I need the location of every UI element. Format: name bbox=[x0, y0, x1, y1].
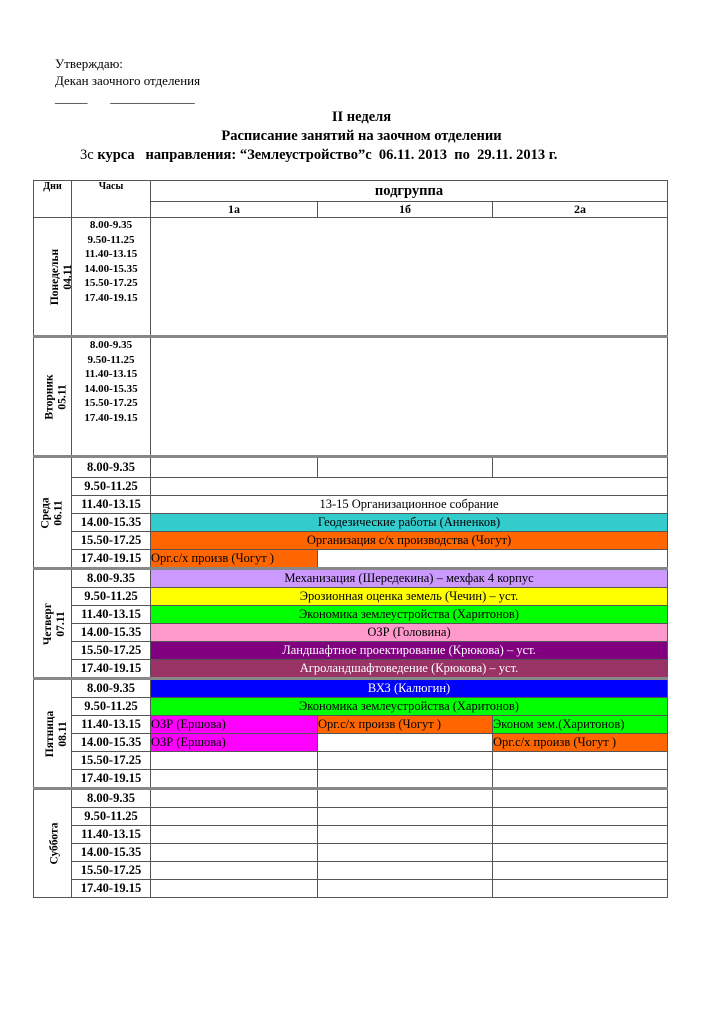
empty-cell bbox=[318, 734, 493, 752]
time-slot: 9.50-11.25 bbox=[72, 478, 151, 496]
subgroup-header: подгруппа bbox=[151, 181, 668, 202]
day-friday bbox=[34, 679, 72, 789]
time-slot: 17.40-19.15 bbox=[84, 411, 138, 424]
approve-label: Утверждаю: bbox=[55, 56, 123, 71]
empty-cell bbox=[493, 457, 668, 478]
empty-cell bbox=[151, 808, 318, 826]
day-row-tuesday bbox=[34, 337, 668, 457]
day-date: 07.11 bbox=[55, 610, 68, 637]
time-slot: 17.40-19.15 bbox=[72, 880, 151, 898]
class-cell: ОЗР (Головина) bbox=[151, 624, 668, 642]
empty-cell bbox=[318, 770, 493, 789]
class-cell: Орг.с/х произв (Чогут ) bbox=[493, 734, 668, 752]
time-slot: 17.40-19.15 bbox=[72, 550, 151, 569]
class-cell: 13-15 Организационное собрание bbox=[151, 496, 668, 514]
class-cell: ОЗР (Ершова) bbox=[151, 734, 318, 752]
class-cell: Агроландшафтоведение (Крюкова) – уст. bbox=[151, 660, 668, 679]
day-saturday bbox=[34, 789, 72, 898]
time-slot: 14.00-15.35 bbox=[72, 844, 151, 862]
time-slot: 15.50-17.25 bbox=[72, 532, 151, 550]
week-title: II неделя bbox=[331, 109, 392, 125]
class-cell: Орг.с/х произв (Чогут ) bbox=[318, 716, 493, 734]
course-direction: курса направления: “Землеустройство”с 06.11. 2013 по 29.11. 2013 г. bbox=[93, 147, 558, 163]
empty-cell bbox=[151, 880, 318, 898]
class-cell: Организация с/х производства (Чогут) bbox=[151, 532, 668, 550]
time-slot: 11.40-13.15 bbox=[84, 248, 138, 260]
time-slot: 11.40-13.15 bbox=[72, 496, 151, 514]
day-row-wednesday bbox=[34, 457, 668, 478]
empty-cell bbox=[318, 880, 493, 898]
class-cell: Геодезические работы (Анненков) bbox=[151, 514, 668, 532]
time-slot: 9.50-11.25 bbox=[87, 353, 135, 366]
empty-cell bbox=[318, 752, 493, 770]
empty-cell bbox=[151, 457, 318, 478]
time-slot: 15.50-17.25 bbox=[72, 752, 151, 770]
col-days-header: Дни bbox=[34, 181, 72, 218]
class-cell: Экономика землеустройства (Харитонов) bbox=[151, 698, 668, 716]
empty-cell bbox=[318, 808, 493, 826]
title-block bbox=[0, 108, 723, 163]
empty-cell bbox=[151, 478, 668, 496]
time-slot: 8.00-9.35 bbox=[72, 789, 151, 808]
empty-cell bbox=[151, 844, 318, 862]
day-date: 04.11 bbox=[62, 263, 75, 290]
dean-label: Декан заочного отделения bbox=[55, 73, 201, 88]
approval-block bbox=[55, 55, 200, 106]
day-monday bbox=[34, 218, 75, 337]
empty-cell bbox=[151, 752, 318, 770]
time-slot: 15.50-17.25 bbox=[72, 862, 151, 880]
day-name: Понедельн bbox=[49, 248, 62, 305]
time-slot: 14.00-15.35 bbox=[84, 262, 138, 275]
time-slot: 14.00-15.35 bbox=[72, 514, 151, 532]
empty-cell bbox=[151, 789, 318, 808]
time-slot: 8.00-9.35 bbox=[72, 569, 151, 588]
class-cell: Ландшафтное проектирование (Крюкова) – уст. bbox=[151, 642, 668, 660]
time-slot: 17.40-19.15 bbox=[72, 770, 151, 789]
time-slot: 11.40-13.15 bbox=[72, 716, 151, 734]
day-name: Пятница bbox=[44, 710, 57, 757]
day-date: 08.11 bbox=[57, 720, 70, 747]
empty-cell bbox=[318, 457, 493, 478]
time-slot: 9.50-11.25 bbox=[72, 588, 151, 606]
time-slot: 11.40-13.15 bbox=[72, 826, 151, 844]
day-date: 06.11 bbox=[52, 499, 65, 526]
empty-cell bbox=[318, 789, 493, 808]
class-cell: ОЗР (Ершова) bbox=[151, 716, 318, 734]
class-cell: Орг.с/х произв (Чогут ) bbox=[151, 550, 318, 569]
empty-cell bbox=[318, 844, 493, 862]
day-date: 05.11 bbox=[56, 383, 69, 410]
main-title: Расписание занятий на заочном отделении bbox=[221, 128, 502, 144]
day-name: Среда bbox=[39, 496, 52, 529]
empty-cell bbox=[493, 862, 668, 880]
time-slot: 17.40-19.15 bbox=[84, 291, 138, 304]
day-row-thursday bbox=[34, 569, 668, 588]
day-row-friday bbox=[34, 679, 668, 698]
day-row-saturday bbox=[34, 789, 668, 808]
empty-cell bbox=[318, 550, 668, 569]
day-row-monday bbox=[34, 218, 668, 337]
time-slot: 14.00-15.35 bbox=[72, 734, 151, 752]
empty-cell bbox=[318, 862, 493, 880]
subgroup-1a: 1а bbox=[151, 202, 318, 218]
empty-cell bbox=[151, 770, 318, 789]
time-slot: 11.40-13.15 bbox=[84, 368, 138, 380]
tuesday-empty bbox=[151, 337, 668, 457]
course-line bbox=[80, 146, 557, 165]
day-name: Четверг bbox=[42, 602, 55, 645]
empty-cell bbox=[493, 770, 668, 789]
class-cell: ВХЗ (Калюгин) bbox=[151, 679, 668, 698]
time-slot: 8.00-9.35 bbox=[72, 457, 151, 478]
time-slot: 8.00-9.35 bbox=[89, 339, 133, 351]
schedule-table bbox=[33, 180, 668, 898]
empty-cell bbox=[151, 826, 318, 844]
time-slot: 15.50-17.25 bbox=[72, 642, 151, 660]
class-cell: Экономика землеустройства (Харитонов) bbox=[151, 606, 668, 624]
class-cell: Механизация (Шередекина) – мехфак 4 корпус bbox=[151, 569, 668, 588]
empty-cell bbox=[318, 826, 493, 844]
signature-line: _____ _____________ bbox=[55, 90, 195, 105]
day-name: Суббота bbox=[48, 822, 61, 865]
empty-cell bbox=[493, 844, 668, 862]
class-cell: Эконом зем.(Харитонов) bbox=[493, 716, 668, 734]
time-slot: 14.00-15.35 bbox=[72, 624, 151, 642]
time-slot: 9.50-11.25 bbox=[87, 233, 135, 246]
day-thursday bbox=[34, 569, 72, 679]
time-list-monday bbox=[72, 218, 151, 337]
empty-cell bbox=[493, 789, 668, 808]
empty-cell bbox=[493, 808, 668, 826]
time-slot: 9.50-11.25 bbox=[72, 808, 151, 826]
time-slot: 15.50-17.25 bbox=[84, 397, 138, 409]
day-wednesday bbox=[34, 457, 72, 569]
class-cell: Эрозионная оценка земель (Чечин) – уст. bbox=[151, 588, 668, 606]
monday-empty bbox=[151, 218, 668, 337]
time-slot: 8.00-9.35 bbox=[72, 679, 151, 698]
course-number: 3с bbox=[80, 147, 94, 163]
time-slot: 9.50-11.25 bbox=[72, 698, 151, 716]
empty-cell bbox=[493, 880, 668, 898]
col-hours-header: Часы bbox=[72, 181, 151, 218]
day-name: Вторник bbox=[43, 373, 56, 420]
time-slot: 11.40-13.15 bbox=[72, 606, 151, 624]
subgroup-2a: 2а bbox=[493, 202, 668, 218]
empty-cell bbox=[151, 862, 318, 880]
day-tuesday bbox=[34, 337, 72, 457]
time-slot: 17.40-19.15 bbox=[72, 660, 151, 679]
empty-cell bbox=[493, 752, 668, 770]
empty-cell bbox=[493, 826, 668, 844]
subgroup-1b: 1б bbox=[318, 202, 493, 218]
time-slot: 15.50-17.25 bbox=[84, 277, 138, 289]
time-slot: 8.00-9.35 bbox=[89, 219, 133, 231]
time-slot: 14.00-15.35 bbox=[84, 382, 138, 395]
time-list-tuesday bbox=[72, 337, 151, 457]
